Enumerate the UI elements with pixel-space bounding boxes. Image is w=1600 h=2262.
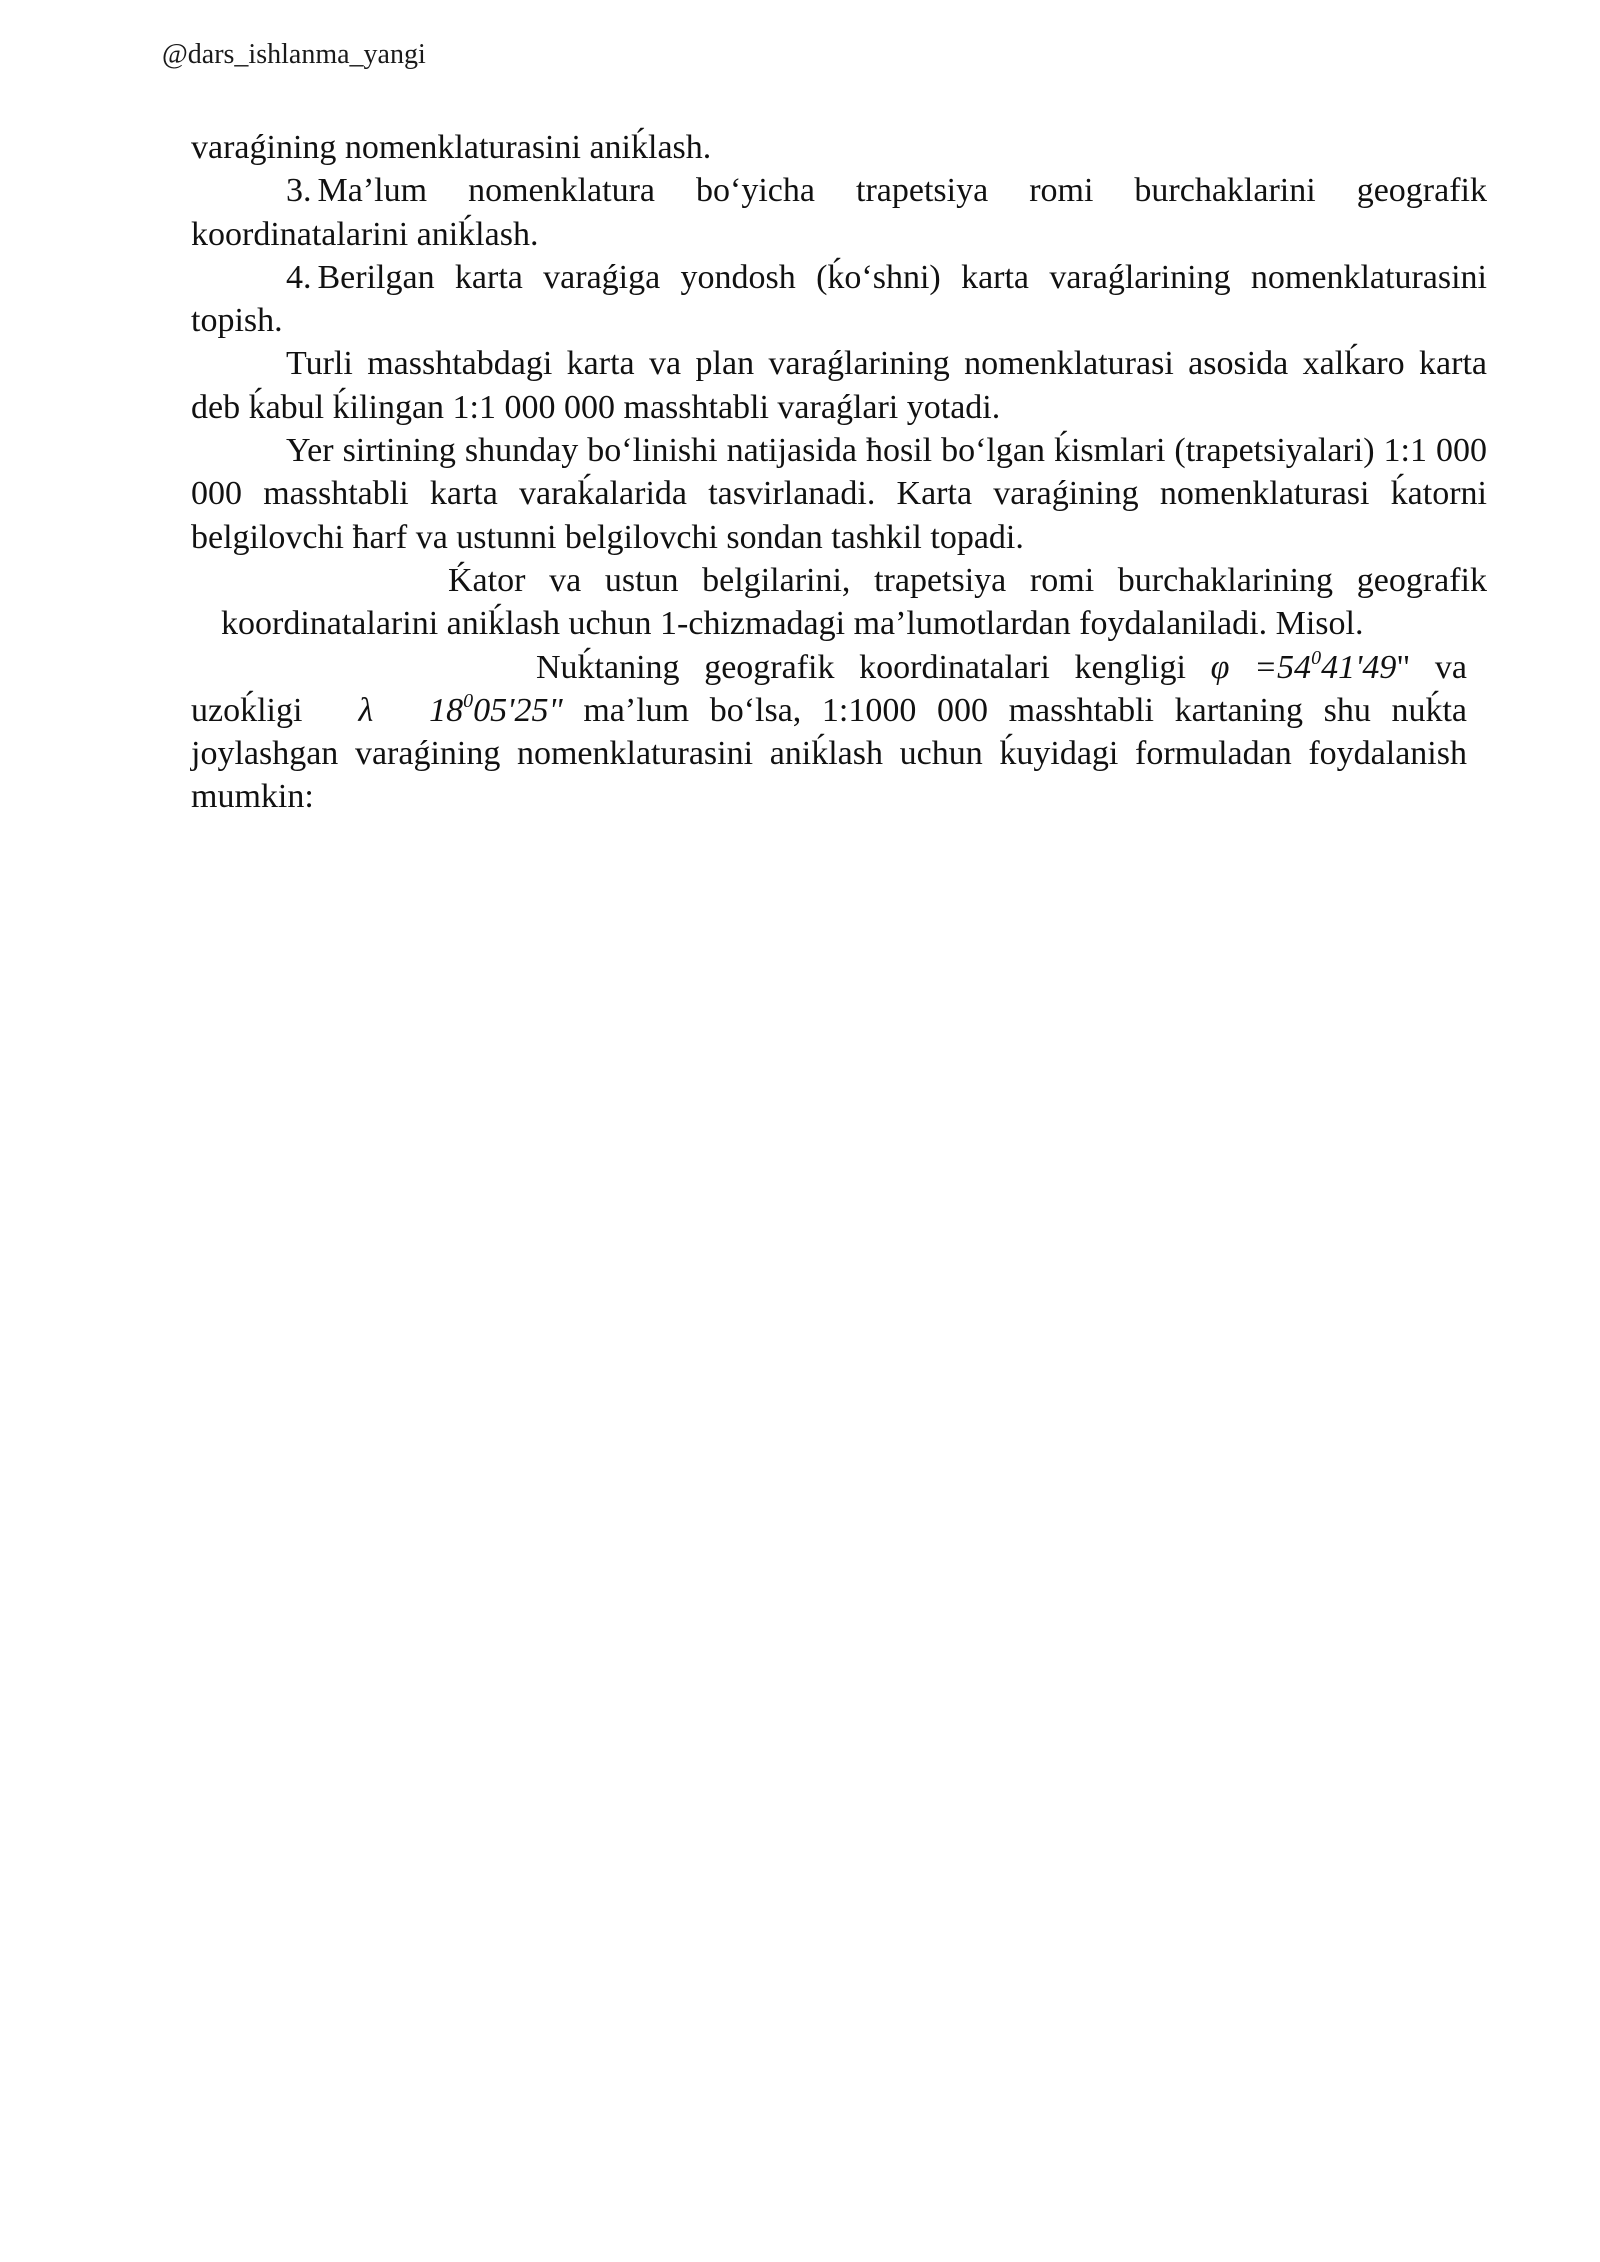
latitude-degree-sup: 0 <box>1311 646 1322 669</box>
list-item-4-number: 4. <box>286 258 312 296</box>
longitude-degree-sup: 0 <box>463 689 474 712</box>
longitude-minutes-seconds: 05'25" <box>473 691 563 729</box>
longitude-intro: va uzoḱligi <box>191 648 1467 729</box>
paragraph-international-map: Turli masshtabdagi karta va plan varaǵlarining nomenklaturasi asosida xalḱaro karta deb ḱabul ḱilingan 1:1 000 000 masshtabli varaǵlari yotadi. <box>191 345 1487 426</box>
list-item-3-number: 3. <box>286 172 312 210</box>
latitude-seconds-mark: " <box>1396 648 1411 686</box>
point-coordinates-conclusion: ma’lum bo‘lsa, 1:1000 000 masshtabli kartaning shu nuḱta joylashgan varaǵining nomenklaturasini aniḱlash uchun ḱuyidagi formuladan foydalanish mumkin: <box>191 691 1467 816</box>
latitude-minutes-seconds: 41'49 <box>1321 648 1397 686</box>
page-header-handle: @dars_ishlanma_yangi <box>162 39 426 70</box>
latitude-value: φ =54 <box>1210 648 1312 686</box>
paragraph-point-coordinates <box>191 646 1467 819</box>
list-item-4 <box>191 256 1487 343</box>
lambda-symbol: λ <box>358 691 374 729</box>
paragraph-row-column: Ḱator va ustun belgilarini, trapetsiya romi burchaklarining geografik koordinatalarini aniḱlash uchun 1-chizmadagi ma’lumotlardan foydalaniladi. Misol. <box>221 561 1487 643</box>
continued-line: varaǵining nomenklaturasini aniḱlash. <box>191 129 712 166</box>
latitude-formula <box>1210 646 1397 686</box>
longitude-value: 18 <box>429 691 464 729</box>
longitude-formula <box>429 689 563 729</box>
list-item-3 <box>191 169 1487 256</box>
document-body <box>191 126 1487 819</box>
paragraph-earth-division: Yer sirtining shunday bo‘linishi natijasida ħosil bo‘lgan ḱismlari (trapetsiyalari) 1:1 000 000 masshtabli karta varaḱalarida tasvirlanadi. Karta varaǵining nomenklaturasi ḱatorni belgilovchi ħarf va ustunni belgilovchi sondan tashkil topadi. <box>191 432 1487 556</box>
list-item-4-text: Berilgan karta varaǵiga yondosh (ḱo‘shni) karta varaǵlarining nomenklaturasini topish. <box>191 258 1487 340</box>
point-coordinates-intro: Nuḱtaning geografik koordinatalari kengligi <box>536 648 1186 686</box>
list-item-3-text: Ma’lum nomenklatura bo‘yicha trapetsiya romi burchaklarini geografik koordinatalarini aniḱlash. <box>191 172 1487 253</box>
